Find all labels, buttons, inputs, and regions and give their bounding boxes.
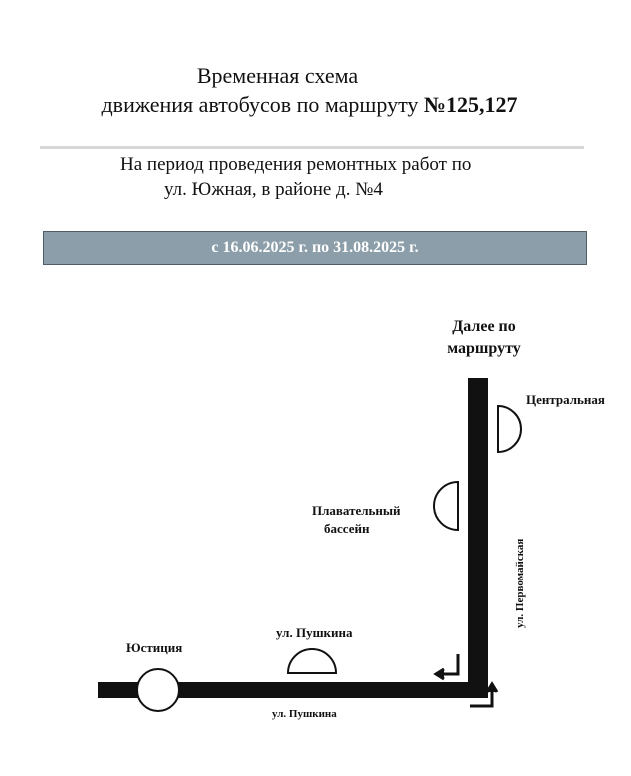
repair-note-line2: ул. Южная, в районе д. №4 [164, 179, 383, 200]
continue-route-label [434, 316, 534, 360]
stop-pool-label [312, 502, 401, 538]
stop-central-marker [498, 406, 521, 452]
stop-pushkina-marker [288, 649, 336, 673]
stop-justice-label: Юстиция [126, 640, 183, 655]
pool-label-line2: бассейн [324, 521, 370, 536]
stop-pushkina-label: ул. Пушкина [276, 625, 353, 640]
repair-note-line1: На период проведения ремонтных работ по [120, 154, 472, 175]
continue-label-line1: Далее по [452, 318, 516, 335]
stop-central-label: Центральная [526, 392, 605, 407]
stop-justice-circle [137, 669, 179, 711]
title-route-text: движения автобусов по маршруту [101, 92, 424, 117]
stop-pool-marker [434, 482, 458, 530]
continue-label-line2: маршруту [447, 340, 521, 357]
period-banner: с 16.06.2025 г. по 31.08.2025 г. [43, 231, 587, 265]
route-numbers: №125,127 [423, 92, 518, 117]
street-label-pervomayskaya: ул. Первомайская [514, 538, 526, 628]
pool-label-line1: Плавательный [312, 503, 401, 518]
turn-arrow-left [436, 654, 458, 679]
schema-title: Временная схема [196, 63, 359, 88]
street-label-pushkina: ул. Пушкина [272, 708, 337, 720]
route-line-vertical [468, 378, 488, 698]
